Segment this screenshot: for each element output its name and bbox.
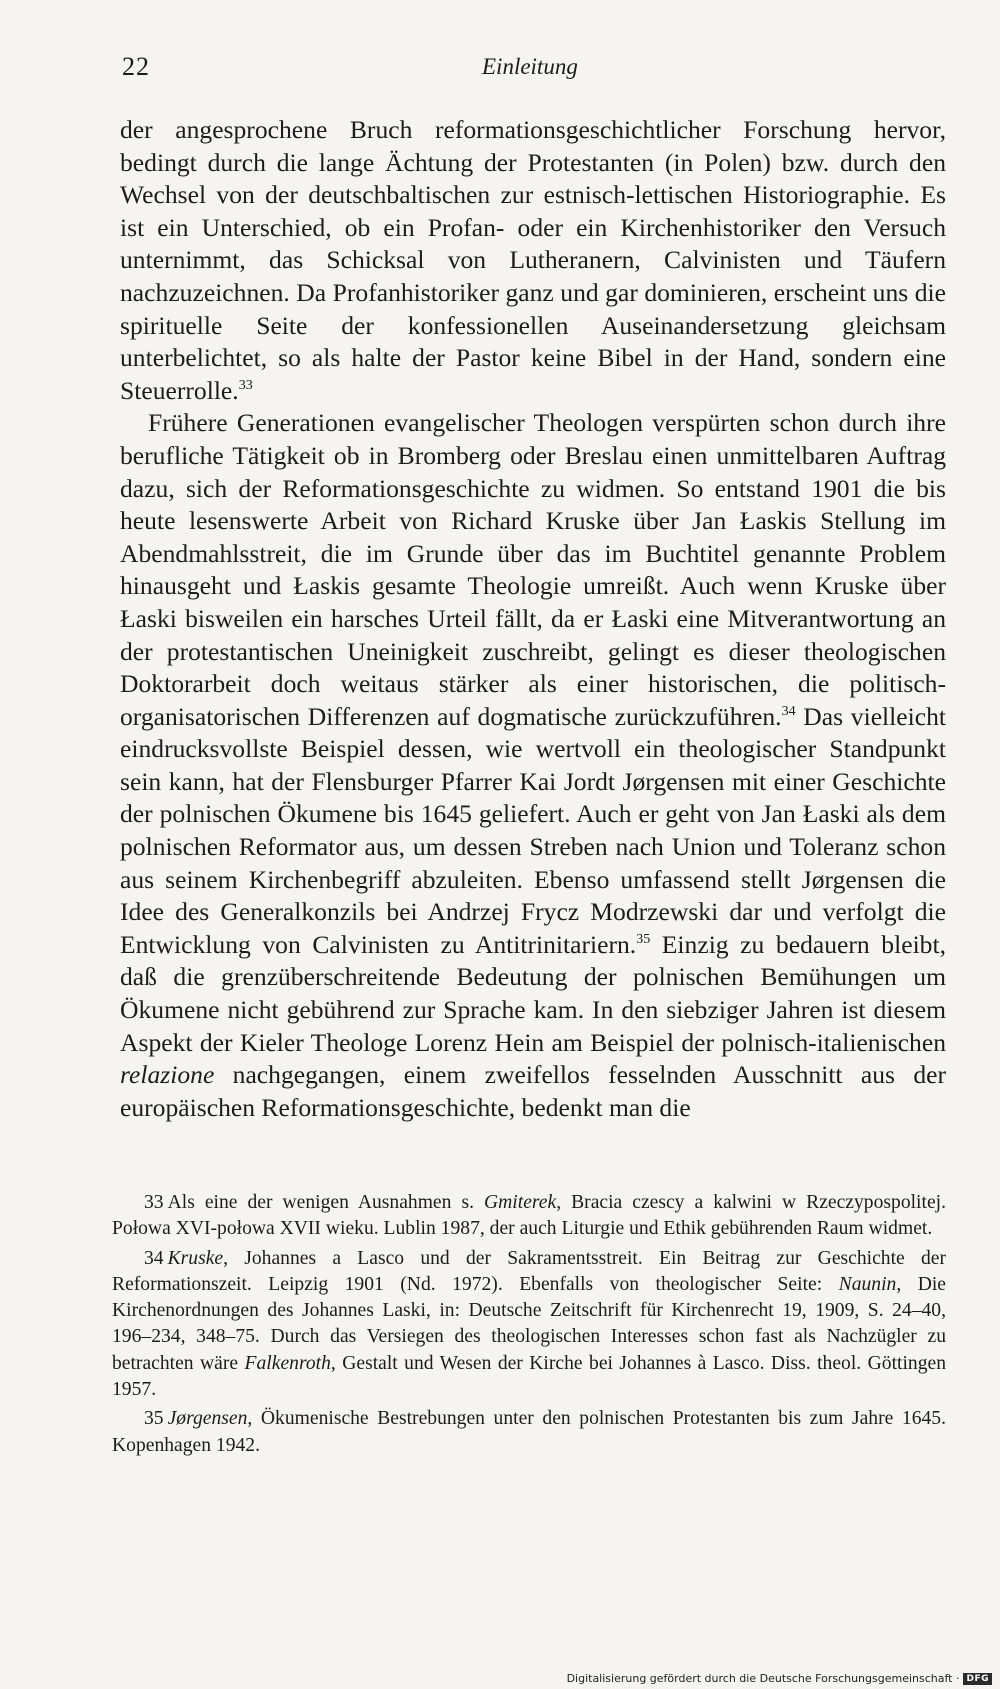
footnote-33 xyxy=(112,1190,946,1243)
footnote-author: Falkenroth xyxy=(244,1352,331,1374)
footnote-number: 34 xyxy=(144,1247,164,1269)
footnotes xyxy=(112,1190,946,1462)
footnote-number: 35 xyxy=(144,1408,164,1430)
footnote-34 xyxy=(112,1246,946,1404)
footnote-text: , Johannes a Lasco und der Sakramentsstreit. Ein Beitrag zur Geschichte der Reformationszeit. Leipzig 1901 (Nd. 1972). Ebenfalls von theologischer Seite: xyxy=(112,1247,946,1295)
digitization-credit xyxy=(567,1672,992,1685)
footnote-ref-34: 34 xyxy=(781,703,796,719)
footnote-author: Naunin xyxy=(838,1273,897,1295)
footnote-author: Jørgensen xyxy=(167,1408,248,1430)
digitization-credit-text: Digitalisierung gefördert durch die Deutsche Forschungsgemeinschaft · xyxy=(566,1672,960,1685)
paragraph-2-seg2: Das vielleicht eindrucksvollste Beispiel dessen, wie wertvoll ein theologischer Standpunkt sein kann, hat der Flensburger Pfarrer Kai Jordt Jørgensen mit einer Geschichte der polnischen Ökumene bis 1645 geliefert. Auch er geht von Jan Łaski als dem polnischen Reformator aus, um dessen Streben nach Union und Toleranz schon aus seinem Kirchenbegriff abzuleiten. Ebenso umfassend stellt Jørgensen die Idee des Generalkonzils bei Andrzej Frycz Modrzewski dar und verfolgt die Entwicklung von Calvinisten zu Antitrinitariern. xyxy=(120,701,947,959)
footnote-35 xyxy=(112,1406,946,1459)
footnote-text: , Ökumenische Bestrebungen unter den polnischen Protestanten bis zum Jahre 1645. Kopenhagen 1942. xyxy=(112,1408,946,1456)
paragraph-2-italic-term: relazione xyxy=(120,1060,215,1090)
paragraph-1 xyxy=(120,114,946,407)
footnote-author: Gmiterek xyxy=(484,1192,557,1213)
running-head: Einleitung xyxy=(482,54,578,79)
page-number: 22 xyxy=(122,52,150,81)
page-header xyxy=(122,52,930,92)
paragraph-2-seg1: Frühere Generationen evangelischer Theologen verspürten schon durch ihre berufliche Tätigkeit ob in Bromberg oder Breslau einen unmittelbaren Auftrag dazu, sich der Reformationsgeschichte zu widmen. So entstand 1901 die bis heute lesenswerte Arbeit von Richard Kruske über Jan Łaskis Stellung im Abendmahlsstreit, die im Grunde über das im Buchtitel genannte Problem hinausgeht und Łaskis gesamte Theologie umreißt. Auch wenn Kruske über Łaski bisweilen ein harsches Urteil fällt, da er Łaski eine Mitverantwortung an der protestantischen Uneinigkeit zuschreibt, gelingt es dieser theologischen Doktorarbeit doch weitaus stärker als einer historischen, die politisch-organisatorischen Differenzen auf dogmatische zurückzuführen. xyxy=(120,408,946,731)
paragraph-2 xyxy=(120,407,946,1124)
footnote-text: Als eine der wenigen Ausnahmen s. xyxy=(167,1192,484,1213)
footnote-ref-33: 33 xyxy=(238,377,253,393)
dfg-logo: DFG xyxy=(963,1673,992,1685)
footnote-number: 33 xyxy=(144,1192,164,1213)
footnote-text: , Gestalt und Wesen der Kirche bei Johannes à Lasco. Diss. theol. Göttingen 1957. xyxy=(112,1352,946,1401)
footnote-text: , Die Kirchenordnungen des Johannes Laski, in: Deutsche Zeitschrift für Kirchenrecht 19, 1909, S. 24–40, 196–234, 348–75. Durch das Versiegen des theologischen Interesses schon fast als Nachzügler zu betrachten wäre xyxy=(112,1273,947,1374)
footnote-author: Kruske xyxy=(167,1247,224,1269)
footnote-ref-35: 35 xyxy=(636,931,651,947)
main-text xyxy=(120,114,946,1124)
paragraph-2-seg3: Einzig zu bedauern bleibt, daß die grenzüberschreitende Bedeutung der polnischen Bemühungen um Ökumene nicht gebührend zur Sprache kam. In den siebziger Jahren ist diesem Aspekt der Kieler Theologe Lorenz Hein am Beispiel der polnisch-italienischen xyxy=(120,929,946,1057)
footnote-text: , Bracia czescy a kalwini w Rzeczypospolitej. Połowa XVI-połowa XVII wieku. Lublin 1987, der auch Liturgie und Ethik gebührenden Raum widmet. xyxy=(112,1192,946,1240)
paragraph-1-text: der angesprochene Bruch reformationsgeschichtlicher Forschung hervor, bedingt durch die lange Ächtung der Protestanten (in Polen) bzw. durch den Wechsel von der deutschbaltischen zur estnisch-lettischen Historiographie. Es ist ein Unterschied, ob ein Profan- oder ein Kirchenhistoriker den Versuch unternimmt, das Schicksal von Lutheranern, Calvinisten und Täufern nachzuzeichnen. Da Profanhistoriker ganz und gar dominieren, erscheint uns die spirituelle Seite der konfessionellen Auseinandersetzung gleichsam unterbelichtet, so als halte der Pastor keine Bibel in der Hand, sondern eine Steuerrolle. xyxy=(120,115,946,405)
paragraph-2-seg4: nachgegangen, einem zweifellos fesselnden Ausschnitt aus der europäischen Reformationsgeschichte, bedenkt man die xyxy=(120,1060,946,1122)
